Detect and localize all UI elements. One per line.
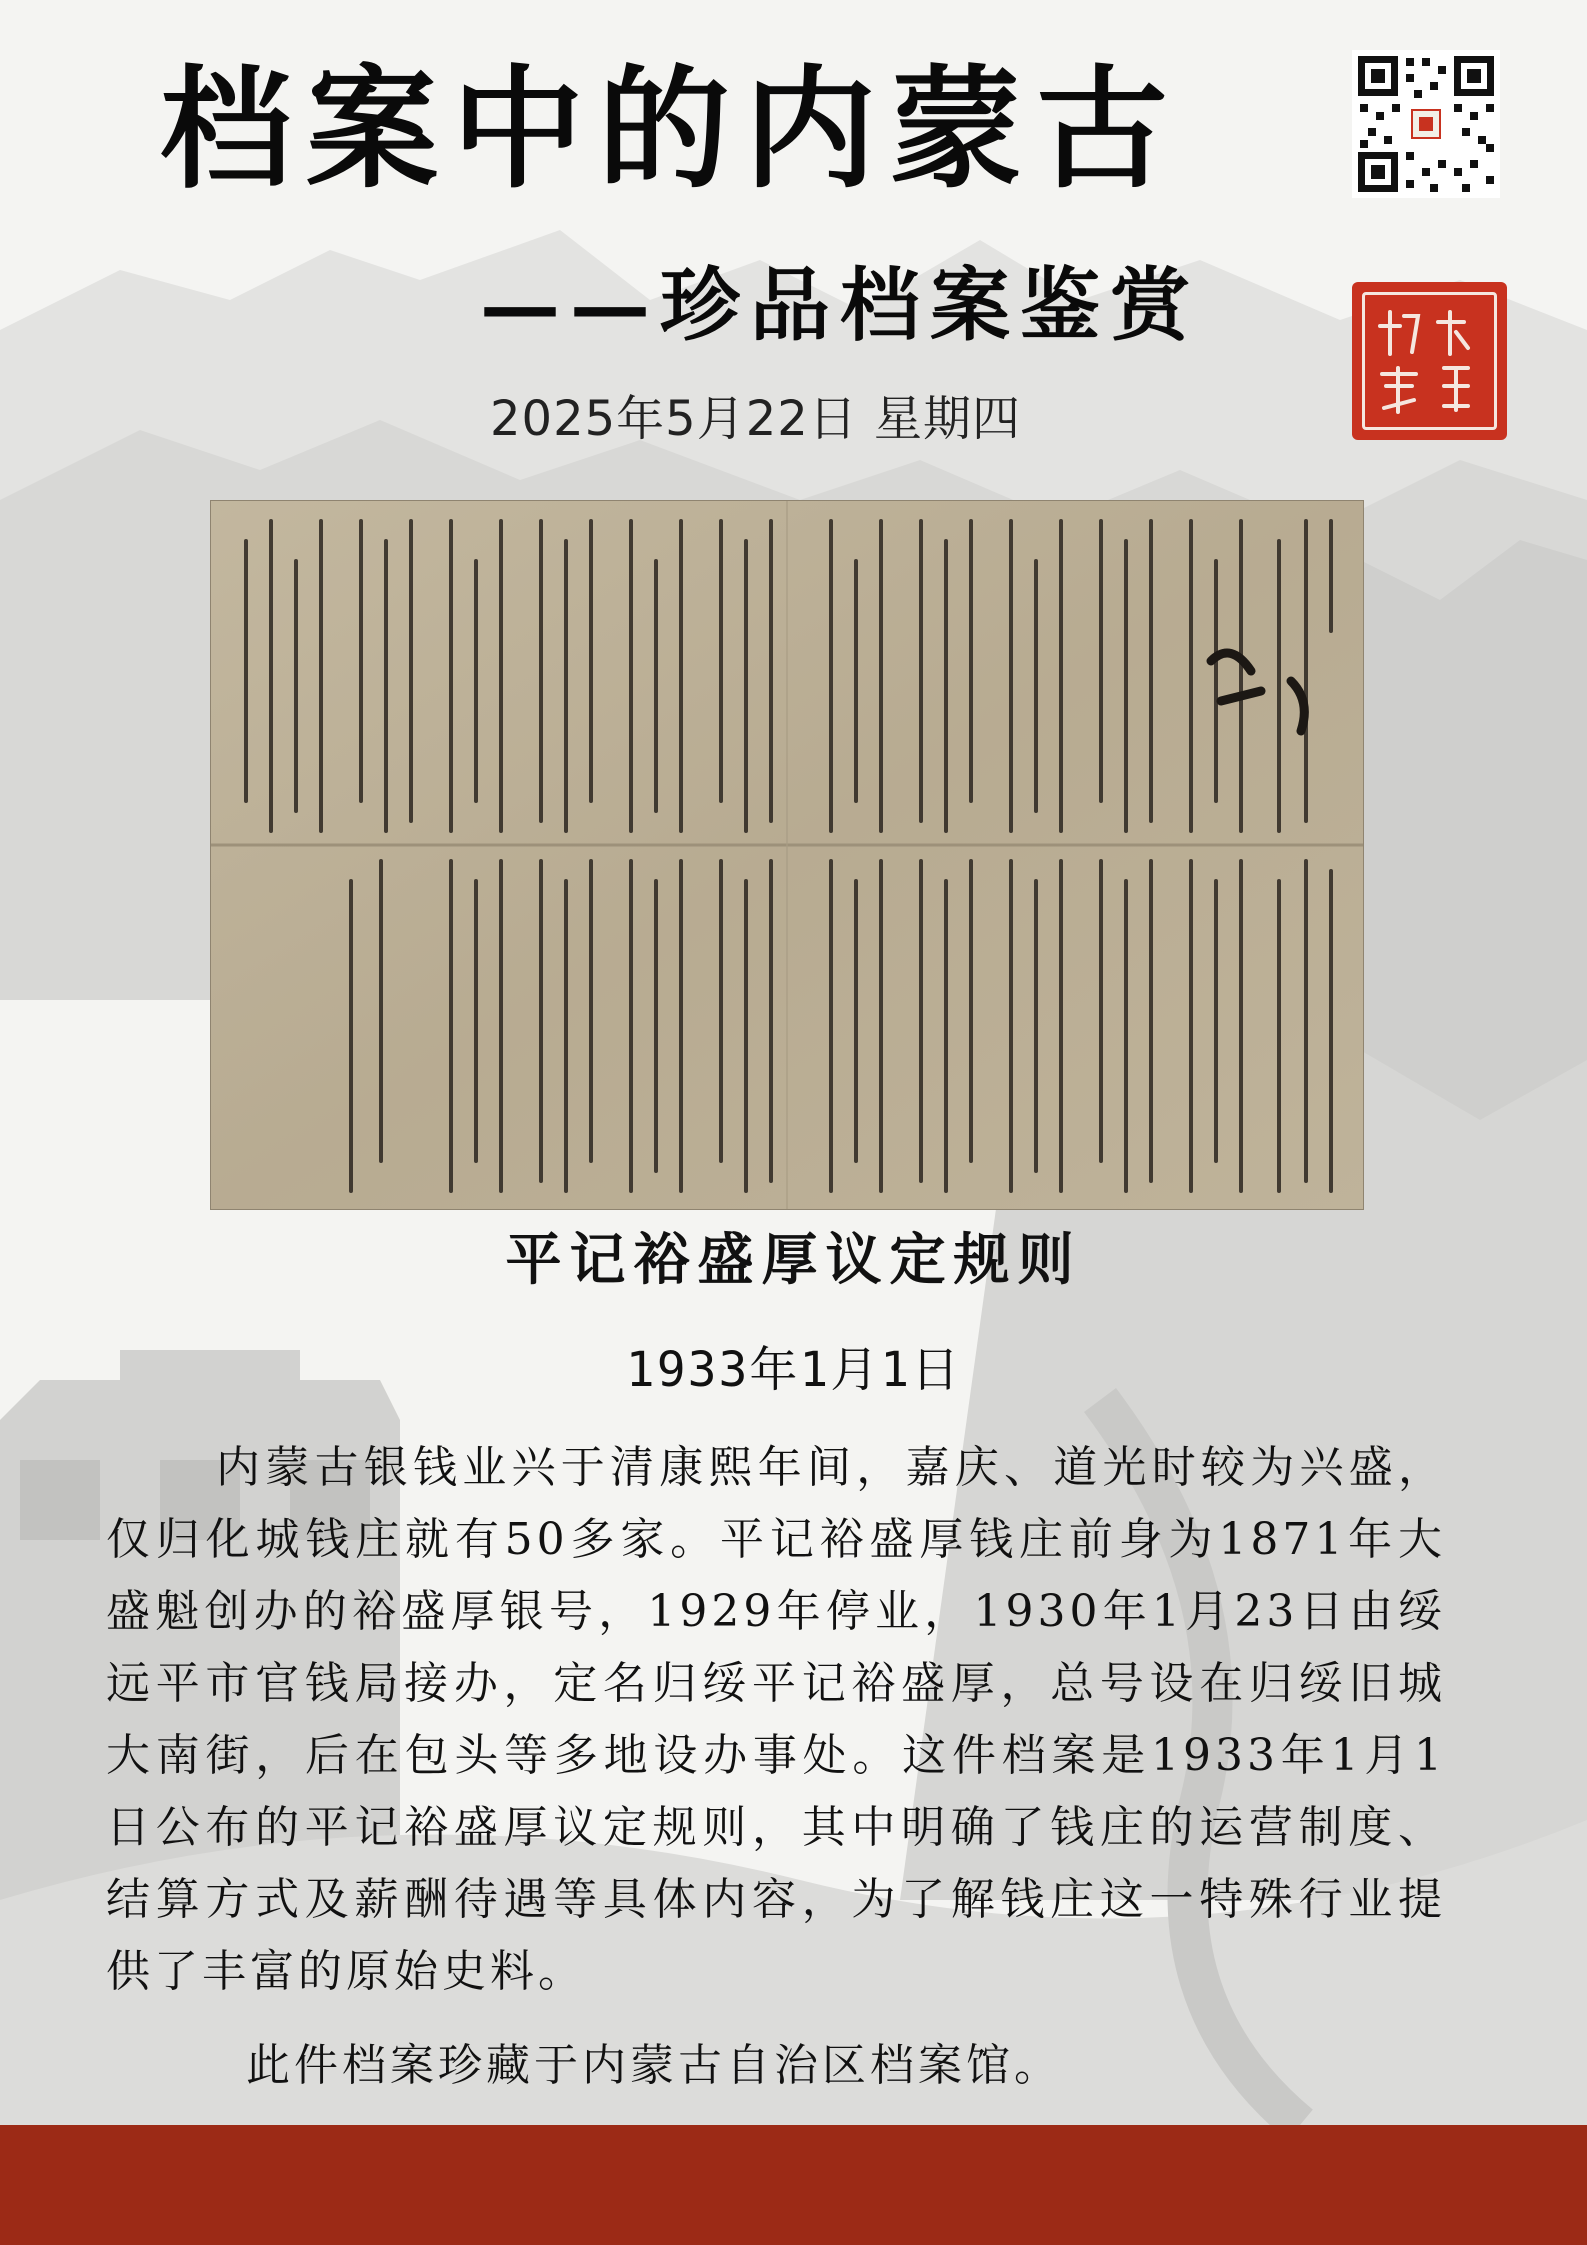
archival-manuscript-image [210, 500, 1364, 1210]
qr-code-icon[interactable] [1352, 50, 1500, 198]
seal-stamp [1352, 282, 1507, 440]
document-caption: 平记裕盛厚议定规则 [505, 1227, 1082, 1293]
page-title: 档案中的内蒙古 [160, 52, 1182, 207]
page-subtitle: ——珍品档案鉴赏 [480, 258, 1200, 352]
archive-note: 此件档案珍藏于内蒙古自治区档案馆。 [246, 2040, 1062, 2091]
publish-date: 2025年5月22日 星期四 [490, 391, 1022, 447]
footer-bar [0, 2125, 1587, 2245]
body-paragraph: 内蒙古银钱业兴于清康熙年间，嘉庆、道光时较为兴盛，仅归化城钱庄就有50多家。平记裕盛厚钱庄前身为1871年大盛魁创办的裕盛厚银号，1929年停业，1930年1月23日由绥远平市官钱局接办，定名归绥平记裕盛厚，总号设在归绥旧城大南街，后在包头等多地设办事处。这件档案是1933年1月1日公布的平记裕盛厚议定规则，其中明确了钱庄的运营制度、结算方式及薪酬待遇等具体内容，为了解钱庄这一特殊行业提供了丰富的原始史料。 [106, 1442, 1446, 1997]
document-date: 1933年1月1日 [625, 1342, 962, 1398]
